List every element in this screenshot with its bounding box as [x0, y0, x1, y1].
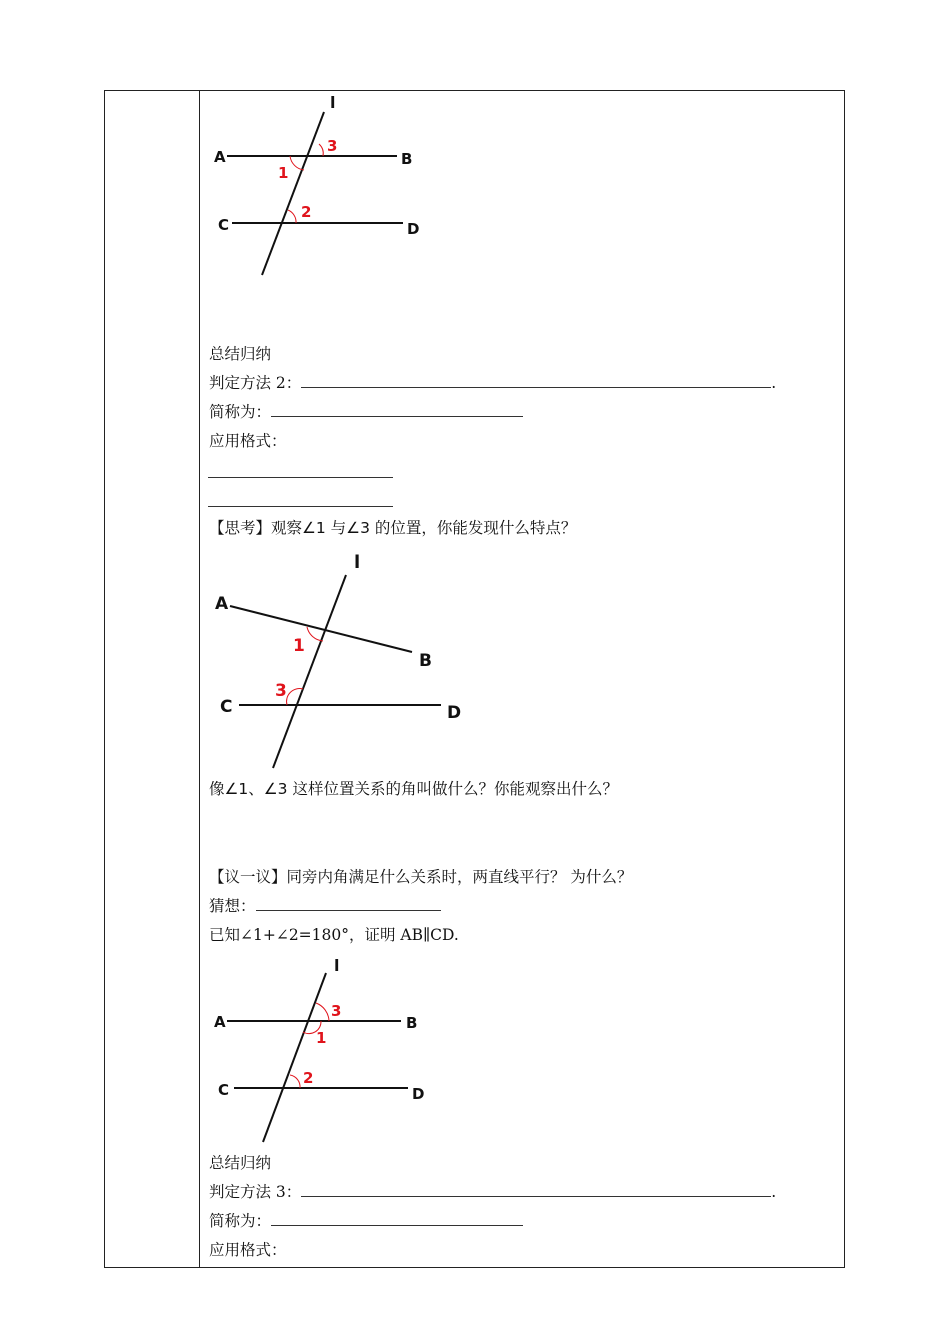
label-l: l	[334, 956, 340, 975]
method-3-period: .	[771, 1183, 777, 1201]
method-3-label: 判定方法 3：	[209, 1183, 302, 1201]
short-name-label-2: 简称为：	[209, 1212, 272, 1230]
method-2-row	[209, 373, 776, 393]
short-name-row-1	[209, 402, 523, 422]
label-3: 3	[327, 137, 338, 155]
transversal-l	[263, 973, 326, 1142]
summary-heading-1: 总结归纳	[209, 345, 272, 363]
line-ab	[230, 606, 412, 652]
label-b: B	[419, 651, 432, 671]
label-3: 3	[331, 1002, 342, 1020]
label-a: A	[214, 148, 226, 166]
short-name-row-2	[209, 1211, 523, 1231]
label-2: 2	[303, 1069, 314, 1087]
angle-arc-3	[316, 1003, 329, 1021]
guess-blank[interactable]	[256, 896, 441, 911]
figure-1-parallel-lines	[205, 92, 435, 282]
transversal-l	[262, 112, 324, 275]
label-1: 1	[316, 1029, 327, 1047]
angle-question: 像∠1、∠3 这样位置关系的角叫做什么？你能观察出什么？	[209, 780, 618, 798]
angle-arc-3	[319, 144, 323, 156]
method-3-row	[209, 1182, 776, 1202]
guess-label: 猜想：	[209, 897, 256, 915]
method-2-blank[interactable]	[301, 373, 771, 388]
method-3-blank[interactable]	[301, 1182, 771, 1197]
label-c: C	[218, 1081, 230, 1099]
label-c: C	[218, 216, 230, 234]
label-2: 2	[301, 203, 312, 221]
label-b: B	[406, 1014, 418, 1032]
label-l: l	[354, 552, 361, 573]
discuss-prompt: 【议一议】同旁内角满足什么关系时，两直线平行？ 为什么？	[209, 868, 633, 886]
given-statement: 已知∠1+∠2=180°，证明 AB∥CD.	[209, 926, 459, 944]
short-name-label-1: 简称为：	[209, 403, 272, 421]
short-name-blank-2[interactable]	[271, 1211, 523, 1226]
label-l: l	[330, 93, 336, 112]
angle-arc-2	[290, 1075, 300, 1088]
label-d: D	[407, 220, 420, 238]
label-b: B	[401, 150, 413, 168]
figure-3-co-interior-angles	[205, 956, 435, 1146]
label-1: 1	[293, 636, 305, 656]
figure-2-corresponding-angles	[205, 548, 475, 778]
angle-arc-2	[288, 210, 296, 223]
format-label-1: 应用格式：	[209, 432, 287, 450]
method-2-label: 判定方法 2：	[209, 374, 302, 392]
label-3: 3	[275, 681, 287, 701]
transversal-l	[273, 575, 346, 768]
method-2-period: .	[771, 374, 777, 392]
guess-row	[209, 896, 441, 916]
column-divider	[199, 90, 200, 1268]
summary-heading-2: 总结归纳	[209, 1154, 272, 1172]
label-a: A	[215, 594, 229, 614]
think-prompt: 【思考】观察∠1 与∠3 的位置，你能发现什么特点？	[209, 519, 577, 537]
format-label-2: 应用格式：	[209, 1241, 287, 1259]
label-a: A	[214, 1013, 226, 1031]
short-name-blank-1[interactable]	[271, 402, 523, 417]
format-blank-1b[interactable]	[208, 506, 393, 507]
label-c: C	[220, 697, 233, 717]
label-d: D	[412, 1085, 425, 1103]
label-1: 1	[278, 164, 289, 182]
label-d: D	[447, 703, 462, 723]
format-blank-1a[interactable]	[208, 477, 393, 478]
